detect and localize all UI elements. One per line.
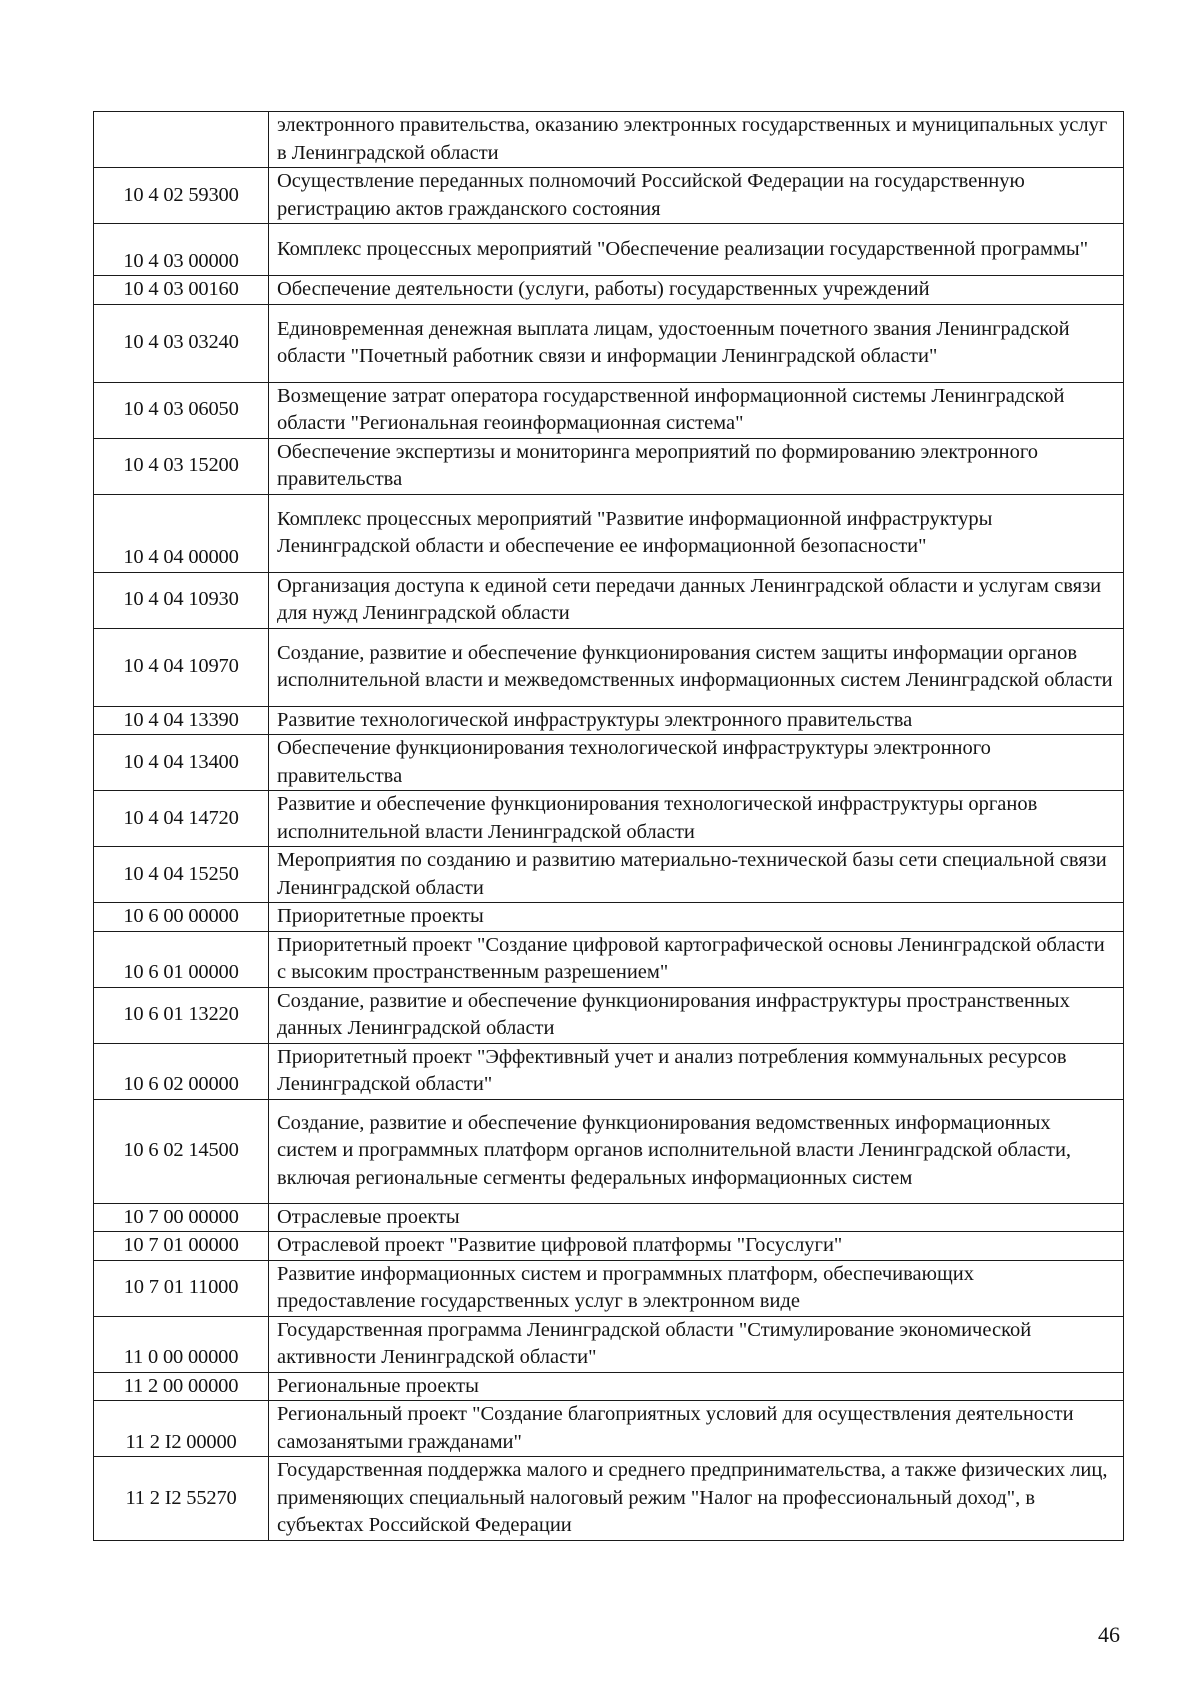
table-row [94, 168, 1124, 224]
table-row [94, 931, 1124, 987]
classification-description: Организация доступа к единой сети передачи данных Ленинградской области и услугам связи для нужд Ленинградской области [269, 572, 1124, 628]
classification-code: 10 6 01 00000 [94, 931, 269, 987]
classification-description: Возмещение затрат оператора государственной информационной системы Ленинградской области "Региональная геоинформационная система" [269, 382, 1124, 438]
classification-code: 10 4 04 10970 [94, 628, 269, 706]
classification-code: 10 4 04 15250 [94, 847, 269, 903]
classification-description: Региональные проекты [269, 1372, 1124, 1401]
classification-code: 10 4 04 00000 [94, 494, 269, 572]
table-row [94, 706, 1124, 735]
classification-code: 10 7 01 00000 [94, 1232, 269, 1261]
table-row [94, 628, 1124, 706]
classification-description: Отраслевой проект "Развитие цифровой платформы "Госуслуги" [269, 1232, 1124, 1261]
classification-code: 10 4 03 03240 [94, 304, 269, 382]
table-row [94, 1457, 1124, 1541]
classification-code: 10 7 00 00000 [94, 1203, 269, 1232]
table-row [94, 987, 1124, 1043]
classification-code: 11 2 I2 00000 [94, 1401, 269, 1457]
classification-code: 10 6 02 14500 [94, 1099, 269, 1203]
classification-code: 11 0 00 00000 [94, 1316, 269, 1372]
classification-description: Приоритетный проект "Эффективный учет и анализ потребления коммунальных ресурсов Ленинградской области" [269, 1043, 1124, 1099]
classification-description: Единовременная денежная выплата лицам, удостоенным почетного звания Ленинградской области "Почетный работник связи и информации Ленинградской области" [269, 304, 1124, 382]
classification-description: Создание, развитие и обеспечение функционирования инфраструктуры пространственных данных Ленинградской области [269, 987, 1124, 1043]
classification-code: 10 7 01 11000 [94, 1260, 269, 1316]
table-row [94, 224, 1124, 276]
classification-description: Обеспечение функционирования технологической инфраструктуры электронного правительства [269, 735, 1124, 791]
classification-description: Создание, развитие и обеспечение функционирования систем защиты информации органов исполнительной власти и межведомственных информационных систем Ленинградской области [269, 628, 1124, 706]
classification-description: Комплекс процессных мероприятий "Обеспечение реализации государственной программы" [269, 224, 1124, 276]
classification-code: 10 4 02 59300 [94, 168, 269, 224]
classification-code: 10 6 01 13220 [94, 987, 269, 1043]
classification-description: Обеспечение деятельности (услуги, работы) государственных учреждений [269, 276, 1124, 305]
classification-description: Мероприятия по созданию и развитию материально-технической базы сети специальной связи Ленинградской области [269, 847, 1124, 903]
classification-code: 11 2 00 00000 [94, 1372, 269, 1401]
table-row [94, 903, 1124, 932]
classification-code: 10 4 03 00160 [94, 276, 269, 305]
classification-description: Создание, развитие и обеспечение функционирования ведомственных информационных систем и программных платформ органов исполнительной власти Ленинградской области, включая региональные сегменты федеральных информационных систем [269, 1099, 1124, 1203]
table-row [94, 791, 1124, 847]
table-row [94, 735, 1124, 791]
table-row [94, 1099, 1124, 1203]
classification-code: 10 4 04 14720 [94, 791, 269, 847]
classification-description: Обеспечение экспертизы и мониторинга мероприятий по формированию электронного правительства [269, 438, 1124, 494]
table-row [94, 1043, 1124, 1099]
table-row [94, 1203, 1124, 1232]
classification-code [94, 112, 269, 168]
classification-code: 10 6 02 00000 [94, 1043, 269, 1099]
classification-description: Отраслевые проекты [269, 1203, 1124, 1232]
table-row [94, 112, 1124, 168]
table-row [94, 572, 1124, 628]
table-row [94, 1232, 1124, 1261]
classification-code: 10 4 04 13390 [94, 706, 269, 735]
classification-description: Развитие и обеспечение функционирования технологической инфраструктуры органов исполнительной власти Ленинградской области [269, 791, 1124, 847]
classification-description: электронного правительства, оказанию электронных государственных и муниципальных услуг в Ленинградской области [269, 112, 1124, 168]
page-number: 46 [1098, 1622, 1120, 1647]
classification-description: Осуществление переданных полномочий Российской Федерации на государственную регистрацию актов гражданского состояния [269, 168, 1124, 224]
table-row [94, 1372, 1124, 1401]
table-row [94, 438, 1124, 494]
classification-code: 10 4 04 13400 [94, 735, 269, 791]
classification-description: Развитие технологической инфраструктуры электронного правительства [269, 706, 1124, 735]
table-row [94, 847, 1124, 903]
table-body [94, 112, 1124, 1541]
classification-description: Региональный проект "Создание благоприятных условий для осуществления деятельности самозанятыми гражданами" [269, 1401, 1124, 1457]
classification-code: 10 6 00 00000 [94, 903, 269, 932]
classification-code: 10 4 03 06050 [94, 382, 269, 438]
table-row [94, 276, 1124, 305]
classification-code: 11 2 I2 55270 [94, 1457, 269, 1541]
table-row [94, 494, 1124, 572]
classification-description: Приоритетный проект "Создание цифровой картографической основы Ленинградской области с высоким пространственным разрешением" [269, 931, 1124, 987]
classification-description: Развитие информационных систем и программных платформ, обеспечивающих предоставление государственных услуг в электронном виде [269, 1260, 1124, 1316]
table-row [94, 1316, 1124, 1372]
table-row [94, 1401, 1124, 1457]
table-row [94, 382, 1124, 438]
classification-description: Приоритетные проекты [269, 903, 1124, 932]
budget-classification-table [93, 111, 1124, 1541]
classification-description: Государственная поддержка малого и среднего предпринимательства, а также физических лиц, применяющих специальный налоговый режим "Налог на профессиональный доход", в субъектах Российской Федерации [269, 1457, 1124, 1541]
classification-description: Комплекс процессных мероприятий "Развитие информационной инфраструктуры Ленинградской области и обеспечение ее информационной безопасности" [269, 494, 1124, 572]
table-row [94, 304, 1124, 382]
table-row [94, 1260, 1124, 1316]
classification-code: 10 4 04 10930 [94, 572, 269, 628]
classification-description: Государственная программа Ленинградской области "Стимулирование экономической активности Ленинградской области" [269, 1316, 1124, 1372]
classification-code: 10 4 03 00000 [94, 224, 269, 276]
classification-code: 10 4 03 15200 [94, 438, 269, 494]
